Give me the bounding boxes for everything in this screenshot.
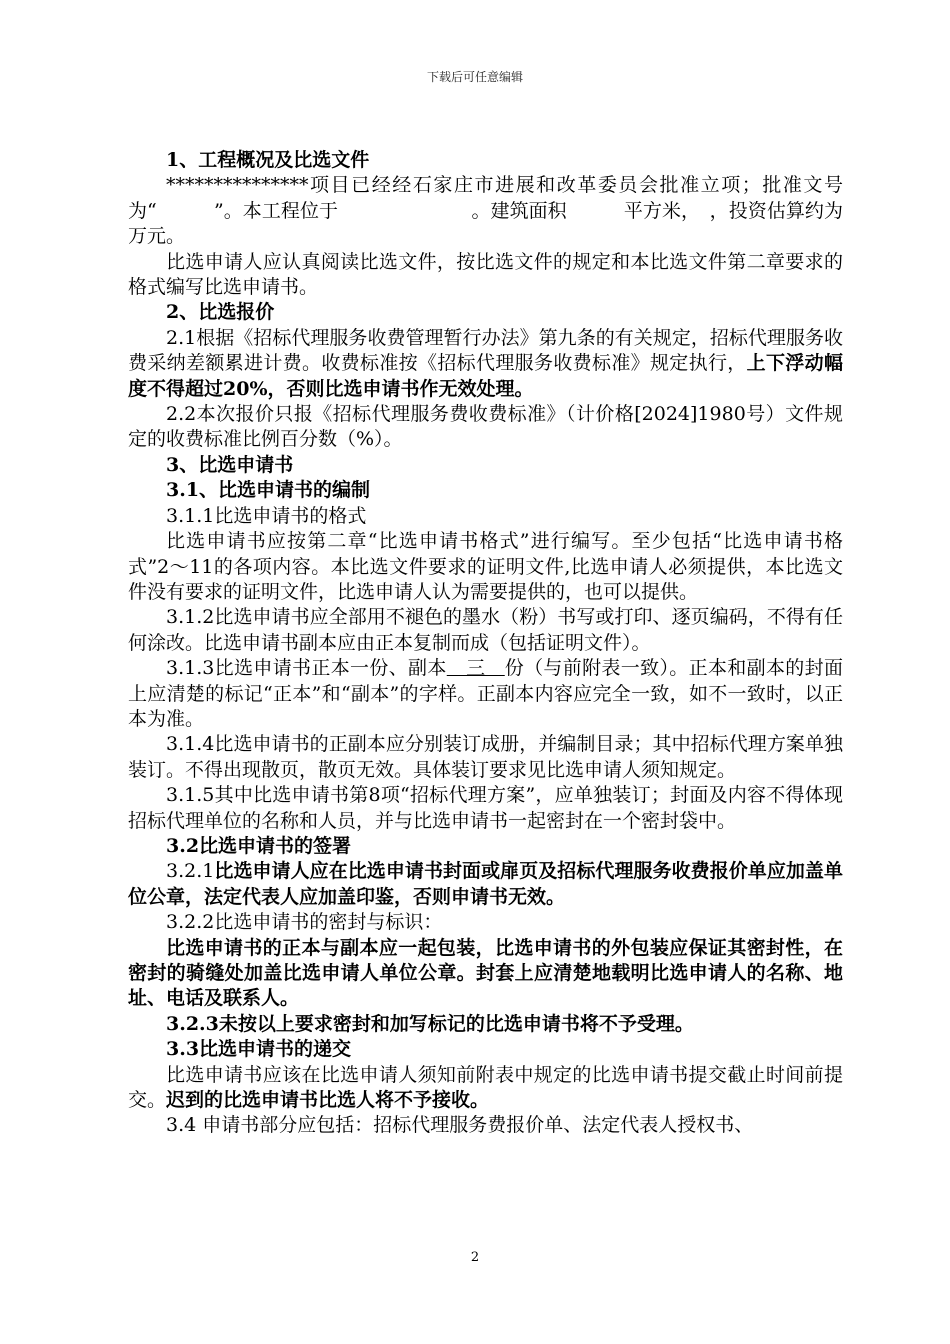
section-3-2-2-bold-body: 比选申请书的正本与副本应一起包装，比选申请书的外包装应保证其密封性，在密封的骑缝处加盖比选申请人单位公章。封套上应清楚地载明比选申请人的名称、地址、电话及联系人。 xyxy=(128,936,843,1010)
section-3-1-3-text-b: 份（与前附表一致）。正本和副本的封面上应清楚的标记“正本”和“副本”的字样。正副本内容应完全一致，如不一致时，以正本为准。 xyxy=(128,657,843,730)
section-3-1-1-body: 比选申请书应按第二章“比选申请书格式”进行编写。至少包括“比选申请书格式”2～11的各项内容。本比选文件要求的证明文件,比选申请人必须提供，本比选文件没有要求的证明文件，比选申请人认为需要提供的，也可以提供。 xyxy=(128,530,843,603)
section-3-2-1-paragraph xyxy=(128,859,843,910)
section-3-1-2-paragraph: 3.1.2比选申请书应全部用不褪色的墨水（粉）书写或打印、逐页编码，不得有任何涂改。比选申请书副本应由正本复制而成（包括证明文件）。 xyxy=(128,606,843,654)
section-3-3-heading: 3.3比选申请书的递交 xyxy=(166,1038,352,1061)
section-3-1-heading: 3.1、比选申请书的编制 xyxy=(166,479,371,502)
section-3-2-3-paragraph: 3.2.3未按以上要求密封和加写标记的比选申请书将不予受理。 xyxy=(166,1012,694,1035)
section-3-1-3-paragraph xyxy=(128,656,843,732)
page-number: 2 xyxy=(470,1250,480,1265)
section-3-2-2-heading: 3.2.2比选申请书的密封与标识： xyxy=(166,911,443,934)
section-3-3-text: 比选申请书应该在比选申请人须知前附表中规定的比选申请书提交截止时间前提交。 xyxy=(128,1063,843,1112)
section-2-2-paragraph: 2.2本次报价只报《招标代理服务费收费标准》（计价格[2024]1980号）文件规定的收费标准比例百分数（%）。 xyxy=(128,403,843,451)
document-body xyxy=(128,148,901,1139)
section-2-1-bold-text: 上下浮动幅度不得超过20%，否则比选申请书作无效处理。 xyxy=(128,352,843,400)
section-3-1-4-paragraph: 3.1.4比选申请书的正副本应分别装订成册，并编制目录；其中招标代理方案单独装订。不得出现散页，散页无效。具体装订要求见比选申请人须知规定。 xyxy=(128,733,843,781)
section-3-3-paragraph xyxy=(128,1063,843,1114)
section-3-4-paragraph: 3.4 申请书部分应包括：招标代理服务费报价单、法定代表人授权书、 xyxy=(166,1114,754,1137)
section-3-2-1-number: 3.2.1 xyxy=(166,860,215,883)
section-1-heading: 1、工程概况及比选文件 xyxy=(166,149,370,171)
section-2-heading: 2、比选报价 xyxy=(166,301,275,324)
section-3-2-heading: 3.2比选申请书的签署 xyxy=(166,834,352,857)
page-header: 下载后可任意编辑 xyxy=(426,70,523,84)
section-3-1-1-heading: 3.1.1比选申请书的格式 xyxy=(166,504,367,527)
section-3-1-5-paragraph: 3.1.5其中比选申请书第8项“招标代理方案”，应单独装订；封面及内容不得体现招标代理单位的名称和人员，并与比选申请书一起密封在一个密封袋中。 xyxy=(128,784,843,832)
section-2-1-paragraph xyxy=(128,326,843,402)
section-1-paragraph-2: 比选申请人应认真阅读比选文件，按比选文件的规定和本比选文件第二章要求的格式编写比选申请书。 xyxy=(128,250,843,299)
section-3-2-1-bold-text: 比选申请人应在比选申请书封面或扉页及招标代理服务收费报价单应加盖单位公章，法定代表人应加盖印鉴，否则申请书无效。 xyxy=(128,860,843,908)
section-3-3-bold-text: 迟到的比选申请书比选人将不予接收。 xyxy=(166,1089,490,1112)
section-3-1-3-text-a: 3.1.3比选申请书正本一份、副本 xyxy=(166,657,447,680)
section-1-paragraph-1: ***************项目已经经石家庄市进展和改革委员会批准立项；批准文号为“ ”。本工程位于 。建筑面积 平方米， ，投资估算约为 万元。 xyxy=(128,174,901,248)
section-2-1-text: 2.1根据《招标代理服务收费管理暂行办法》第九条的有关规定，招标代理服务收费采纳差额累进计费。收费标准按《招标代理服务收费标准》规定执行， xyxy=(128,326,843,375)
copies-count-underlined: 三 xyxy=(446,657,505,680)
section-3-heading: 3、比选申请书 xyxy=(166,453,294,476)
